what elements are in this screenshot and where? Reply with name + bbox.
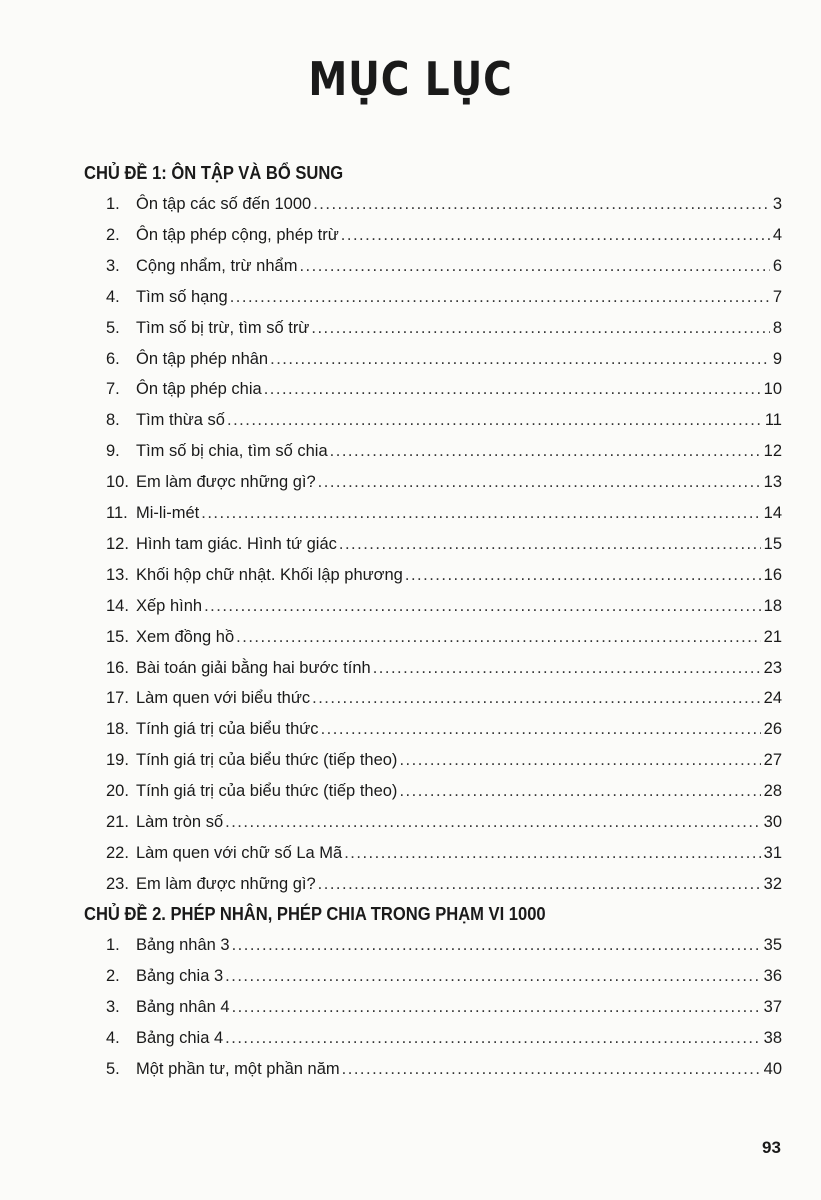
entry-title: Tính giá trị của biểu thức (tiếp theo) [136,782,398,801]
dot-leader [232,998,761,1017]
entry-page: 16 [763,565,782,584]
entry-page: 12 [763,442,782,461]
toc-entry [106,782,782,804]
dot-leader [399,751,760,770]
toc-entry [106,659,782,681]
toc-entry [106,1029,782,1051]
entry-title: Tính giá trị của biểu thức (tiếp theo) [136,751,398,770]
entry-number: 7. [106,380,120,399]
entry-page: 18 [763,596,782,615]
entry-page: 6 [772,256,782,275]
dot-leader [330,442,761,461]
dot-leader [230,288,770,307]
entry-title: Làm tròn số [136,813,224,831]
entry-number: 6. [106,349,120,368]
toc-entry [106,226,782,248]
entry-number: 17. [106,689,129,708]
toc-entry [106,813,782,835]
entry-page: 8 [772,318,782,337]
entry-title: Ôn tập phép chia [136,380,262,399]
dot-leader [344,844,760,863]
entry-title: Tìm số hạng [136,287,228,306]
entry-title: Một phần tư, một phần năm [136,1059,340,1078]
entry-page: 24 [763,689,782,708]
entry-title: Xem đồng hồ [136,627,235,646]
entry-title: Bảng nhân 4 [136,997,230,1016]
entry-page: 21 [763,627,782,646]
dot-leader [225,813,761,832]
toc-entry [106,319,782,341]
dot-leader [321,720,761,739]
entry-title: Mi-li-mét [136,504,200,522]
toc-entry [106,473,782,495]
entry-page: 7 [772,287,782,306]
entry-number: 9. [106,442,120,461]
entry-title: Hình tam giác. Hình tứ giác [136,534,337,553]
chapter-heading: CHỦ ĐỀ 2. PHÉP NHÂN, PHÉP CHIA TRONG PHẠM VI 1000 [84,904,546,924]
dot-leader [225,967,760,986]
toc-entry [106,535,782,557]
entry-title: Bảng chia 4 [136,1028,224,1047]
entry-number: 14. [106,596,129,615]
entry-page: 37 [763,997,782,1016]
toc-entry [106,628,782,650]
toc-entry [106,257,782,279]
dot-leader [312,689,761,708]
toc-entry [106,195,782,217]
entry-number: 2. [106,225,120,244]
toc-entry [106,720,782,742]
entry-number: 12. [106,534,129,553]
dot-leader [299,257,769,276]
toc-entry [106,442,782,464]
entry-title: Bảng chia 3 [136,966,224,985]
entry-number: 18. [106,720,129,739]
dot-leader [399,782,760,801]
toc-entry [106,350,782,372]
toc-entry [106,751,782,773]
entry-page: 23 [763,658,782,677]
entry-page: 3 [772,195,782,213]
dot-leader [313,195,770,214]
entry-title: Bài toán giải bằng hai bước tính [136,658,371,677]
dot-leader [270,350,770,369]
page-number: 93 [762,1138,781,1157]
entry-title: Tìm số bị chia, tìm số chia [136,442,328,461]
entry-title: Làm quen với biểu thức [136,689,311,708]
entry-number: 11. [106,504,128,522]
toc-entry [106,967,782,989]
entry-title: Em làm được những gì? [136,473,316,492]
entry-number: 23. [106,874,129,893]
entry-number: 8. [106,411,120,430]
entry-page: 11 [764,411,782,430]
dot-leader [318,473,761,492]
toc-entry [106,1060,782,1082]
dot-leader [341,226,770,245]
dot-leader [342,1060,761,1079]
entry-title: Ôn tập phép nhân [136,349,269,368]
toc-entry [106,936,782,958]
entry-title: Bảng nhân 3 [136,936,230,954]
entry-page: 15 [763,534,782,553]
dot-leader [225,1029,760,1048]
toc-entry [106,689,782,711]
entry-title: Tính giá trị của biểu thức [136,720,319,739]
entry-number: 5. [106,1059,120,1078]
chapter-heading: CHỦ ĐỀ 1: ÔN TẬP VÀ BỔ SUNG [84,163,344,183]
dot-leader [236,628,760,647]
entry-page: 26 [763,720,782,739]
toc-entry [106,998,782,1020]
entry-number: 16. [106,658,129,677]
entry-number: 10. [106,473,129,492]
entry-number: 3. [106,997,120,1016]
entry-number: 15. [106,627,129,646]
entry-number: 20. [106,782,129,801]
entry-page: 30 [763,813,782,831]
entry-title: Cộng nhẩm, trừ nhẩm [136,256,298,275]
entry-number: 19. [106,751,129,770]
dot-leader [264,380,761,399]
entry-number: 3. [106,256,120,275]
page-title: MỤC LỤC [308,52,513,106]
toc-entry [106,288,782,310]
entry-page: 31 [763,843,782,862]
entry-page: 14 [763,504,782,522]
entry-title: Tìm số bị trừ, tìm số trừ [136,318,310,337]
dot-leader [227,411,762,430]
entry-page: 36 [763,966,782,985]
entry-title: Làm quen với chữ số La Mã [136,843,343,862]
dot-leader [405,566,761,585]
entry-title: Em làm được những gì? [136,874,316,893]
toc-entry [106,566,782,588]
entry-page: 40 [763,1059,782,1078]
entry-page: 9 [772,349,782,368]
entry-number: 1. [106,195,120,213]
toc-entry [106,844,782,866]
entry-page: 10 [763,380,782,399]
dot-leader [311,319,769,338]
dot-leader [339,535,761,554]
dot-leader [232,936,761,955]
entry-number: 4. [106,1028,120,1047]
entry-page: 13 [763,473,782,492]
entry-number: 21. [106,813,129,831]
entry-number: 22. [106,843,129,862]
entry-page: 28 [763,782,782,801]
entry-title: Tìm thừa số [136,411,225,430]
dot-leader [373,659,761,678]
entry-title: Xếp hình [136,596,203,615]
toc-entry [106,597,782,619]
toc-entry [106,411,782,433]
entry-page: 27 [763,751,782,770]
entry-title: Ôn tập các số đến 1000 [136,195,312,213]
entry-number: 13. [106,565,129,584]
dot-leader [318,875,761,894]
toc-entry [106,380,782,402]
entry-page: 35 [763,936,782,954]
entry-number: 1. [106,936,120,954]
entry-number: 4. [106,287,120,306]
entry-number: 2. [106,966,120,985]
toc-entry [106,504,782,526]
dot-leader [201,504,760,523]
entry-page: 4 [772,225,782,244]
dot-leader [204,597,761,616]
entry-title: Khối hộp chữ nhật. Khối lập phương [136,565,403,584]
entry-title: Ôn tập phép cộng, phép trừ [136,225,339,244]
entry-page: 38 [763,1028,782,1047]
entry-page: 32 [763,874,782,893]
entry-number: 5. [106,318,120,337]
toc-entry [106,875,782,897]
